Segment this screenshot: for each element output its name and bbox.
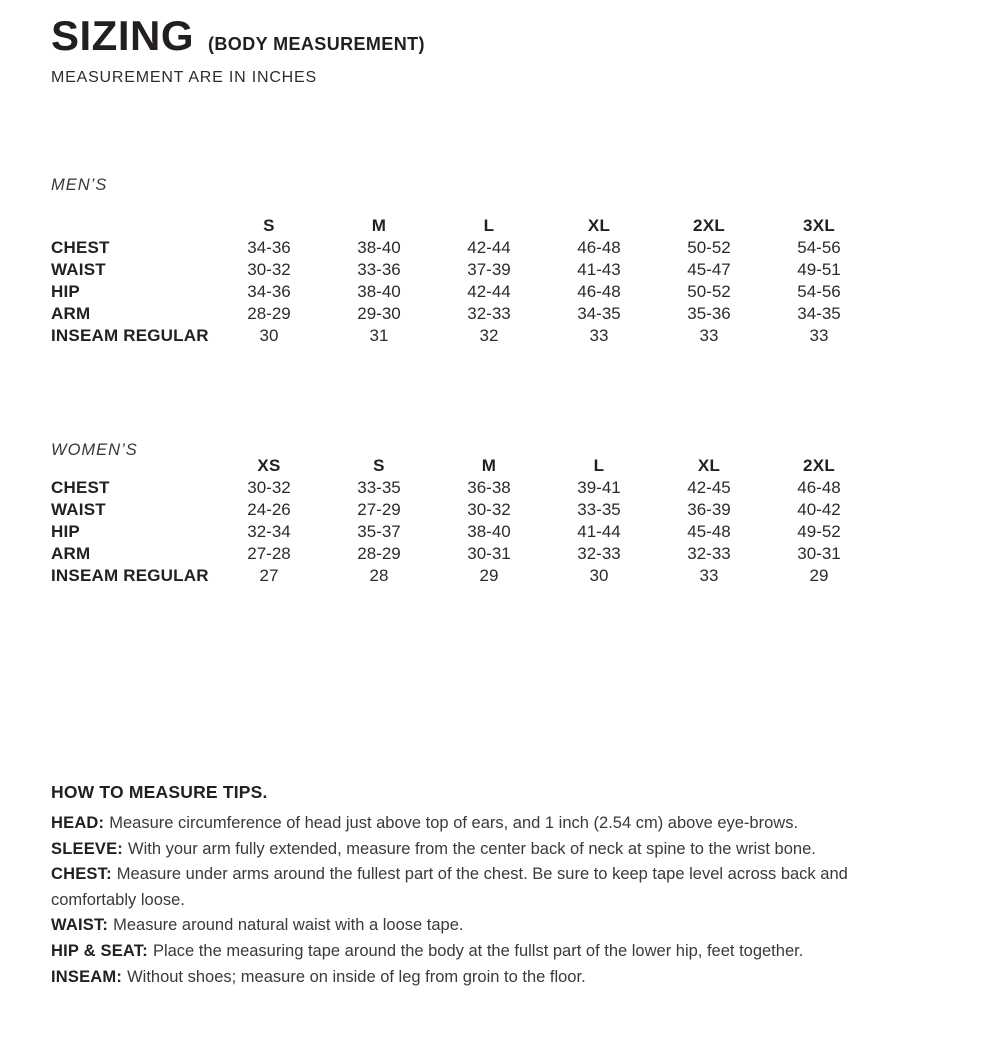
size-value-cell: 46-48	[577, 282, 621, 301]
size-value-cell: 49-51	[797, 260, 841, 279]
tip-term: INSEAM:	[51, 967, 123, 986]
size-value-cell: 39-41	[577, 478, 621, 497]
size-value-cell: 33	[699, 566, 719, 585]
size-header-cell: 3XL	[802, 216, 836, 235]
size-value-cell: 29	[809, 566, 829, 585]
size-value-cell: 30	[259, 326, 279, 345]
tip-term: HEAD:	[51, 814, 105, 832]
size-value-cell: 30-31	[467, 544, 511, 563]
tip-term: SLEEVE:	[51, 839, 124, 858]
tip-item	[51, 965, 851, 991]
tip-term: CHEST:	[51, 865, 112, 884]
size-header-cell: L	[483, 216, 495, 235]
measurement-row-label: ARM	[51, 304, 91, 323]
tips-heading: HOW TO MEASURE TIPS.	[51, 782, 268, 802]
size-value-cell: 46-48	[577, 238, 621, 257]
size-value-cell: 33	[589, 326, 609, 345]
tip-text: Measure under arms around the fullest part of the chest. Be sure to keep tape level across back and comfortably loose.	[51, 865, 848, 909]
size-value-cell: 32-33	[687, 544, 731, 563]
corner-cell	[51, 215, 214, 237]
measurement-row-label: CHEST	[51, 478, 110, 497]
size-value-cell: 30-32	[247, 478, 291, 497]
measurement-row-label: HIP	[51, 282, 80, 301]
size-value-cell: 30-31	[797, 544, 841, 563]
size-value-cell: 33-35	[357, 478, 401, 497]
size-value-cell: 27-29	[357, 500, 401, 519]
size-value-cell: 36-38	[467, 478, 511, 497]
tip-item	[51, 811, 851, 837]
tip-text: Place the measuring tape around the body at the fullst part of the lower hip, feet together.	[152, 941, 804, 960]
size-value-cell: 32-33	[467, 304, 511, 323]
measurement-row-label: HIP	[51, 522, 80, 541]
doc-header	[51, 12, 425, 87]
page-subtitle: (BODY MEASUREMENT)	[208, 34, 425, 54]
size-header-cell: XS	[257, 456, 281, 475]
tip-item	[51, 939, 851, 965]
tip-item	[51, 837, 851, 863]
size-value-cell: 34-35	[577, 304, 621, 323]
size-header-cell: M	[481, 456, 497, 475]
size-value-cell: 30	[589, 566, 609, 585]
size-value-cell: 41-44	[577, 522, 621, 541]
size-value-cell: 41-43	[577, 260, 621, 279]
size-value-cell: 32	[479, 326, 499, 345]
size-value-cell: 45-48	[687, 522, 731, 541]
tip-term: WAIST:	[51, 916, 109, 935]
size-value-cell: 38-40	[357, 282, 401, 301]
size-value-cell: 32-33	[577, 544, 621, 563]
size-value-cell: 24-26	[247, 500, 291, 519]
measurement-row-label: INSEAM REGULAR	[51, 326, 209, 345]
size-header-cell: M	[371, 216, 387, 235]
tip-text: Without shoes; measure on inside of leg from groin to the floor.	[127, 967, 586, 986]
size-value-cell: 37-39	[467, 260, 511, 279]
size-header-cell: S	[263, 216, 275, 235]
size-value-cell: 33-35	[577, 500, 621, 519]
size-value-cell: 34-36	[247, 282, 291, 301]
size-value-cell: 28-29	[247, 304, 291, 323]
measure-tips-section	[51, 780, 851, 990]
tip-item	[51, 862, 851, 913]
size-value-cell: 35-37	[357, 522, 401, 541]
size-value-cell: 34-36	[247, 238, 291, 257]
size-value-cell: 36-39	[687, 500, 731, 519]
tip-text: Measure circumference of head just above top of ears, and 1 inch (2.54 cm) above eye-brows.	[109, 814, 799, 832]
title-row	[51, 12, 425, 60]
measurement-row-label: INSEAM REGULAR	[51, 566, 209, 585]
size-value-cell: 42-45	[687, 478, 731, 497]
size-value-cell: 45-47	[687, 260, 731, 279]
size-value-cell: 33-36	[357, 260, 401, 279]
size-value-cell: 27	[259, 566, 279, 585]
size-value-cell: 42-44	[467, 238, 511, 257]
size-header-cell: XL	[697, 456, 721, 475]
size-value-cell: 29	[479, 566, 499, 585]
size-value-cell: 28	[369, 566, 389, 585]
measurement-row-label: CHEST	[51, 238, 110, 257]
size-value-cell: 40-42	[797, 500, 841, 519]
size-value-cell: 32-34	[247, 522, 291, 541]
corner-cell	[51, 455, 214, 477]
size-header-cell: L	[593, 456, 605, 475]
size-header-cell: XL	[587, 216, 611, 235]
size-value-cell: 38-40	[357, 238, 401, 257]
mens-size-table	[51, 215, 874, 347]
size-value-cell: 38-40	[467, 522, 511, 541]
size-value-cell: 28-29	[357, 544, 401, 563]
size-value-cell: 33	[699, 326, 719, 345]
size-value-cell: 54-56	[797, 238, 841, 257]
womens-size-table	[51, 455, 874, 587]
tip-term: HIP & SEAT:	[51, 941, 148, 960]
size-value-cell: 34-35	[797, 304, 841, 323]
size-value-cell: 50-52	[687, 282, 731, 301]
size-value-cell: 49-52	[797, 522, 841, 541]
size-header-cell: 2XL	[802, 456, 836, 475]
size-value-cell: 29-30	[357, 304, 401, 323]
tip-text: With your arm fully extended, measure from the center back of neck at spine to the wrist bone.	[128, 839, 816, 858]
size-value-cell: 30-32	[247, 260, 291, 279]
page-title: SIZING	[51, 12, 195, 59]
size-value-cell: 33	[809, 326, 829, 345]
size-header-cell: 2XL	[692, 216, 726, 235]
womens-section-label: WOMEN’S	[51, 441, 138, 459]
measurement-row-label: ARM	[51, 544, 91, 563]
measurement-row-label: WAIST	[51, 500, 106, 519]
tip-text: Measure around natural waist with a loose tape.	[113, 916, 464, 935]
size-value-cell: 42-44	[467, 282, 511, 301]
mens-section-label: MEN’S	[51, 176, 108, 194]
units-note: MEASUREMENT ARE IN INCHES	[51, 69, 317, 86]
size-value-cell: 46-48	[797, 478, 841, 497]
size-header-cell: S	[373, 456, 385, 475]
size-value-cell: 31	[369, 326, 389, 345]
size-value-cell: 35-36	[687, 304, 731, 323]
tip-item	[51, 913, 851, 939]
size-value-cell: 50-52	[687, 238, 731, 257]
measurement-row-label: WAIST	[51, 260, 106, 279]
size-value-cell: 27-28	[247, 544, 291, 563]
size-value-cell: 54-56	[797, 282, 841, 301]
size-value-cell: 30-32	[467, 500, 511, 519]
